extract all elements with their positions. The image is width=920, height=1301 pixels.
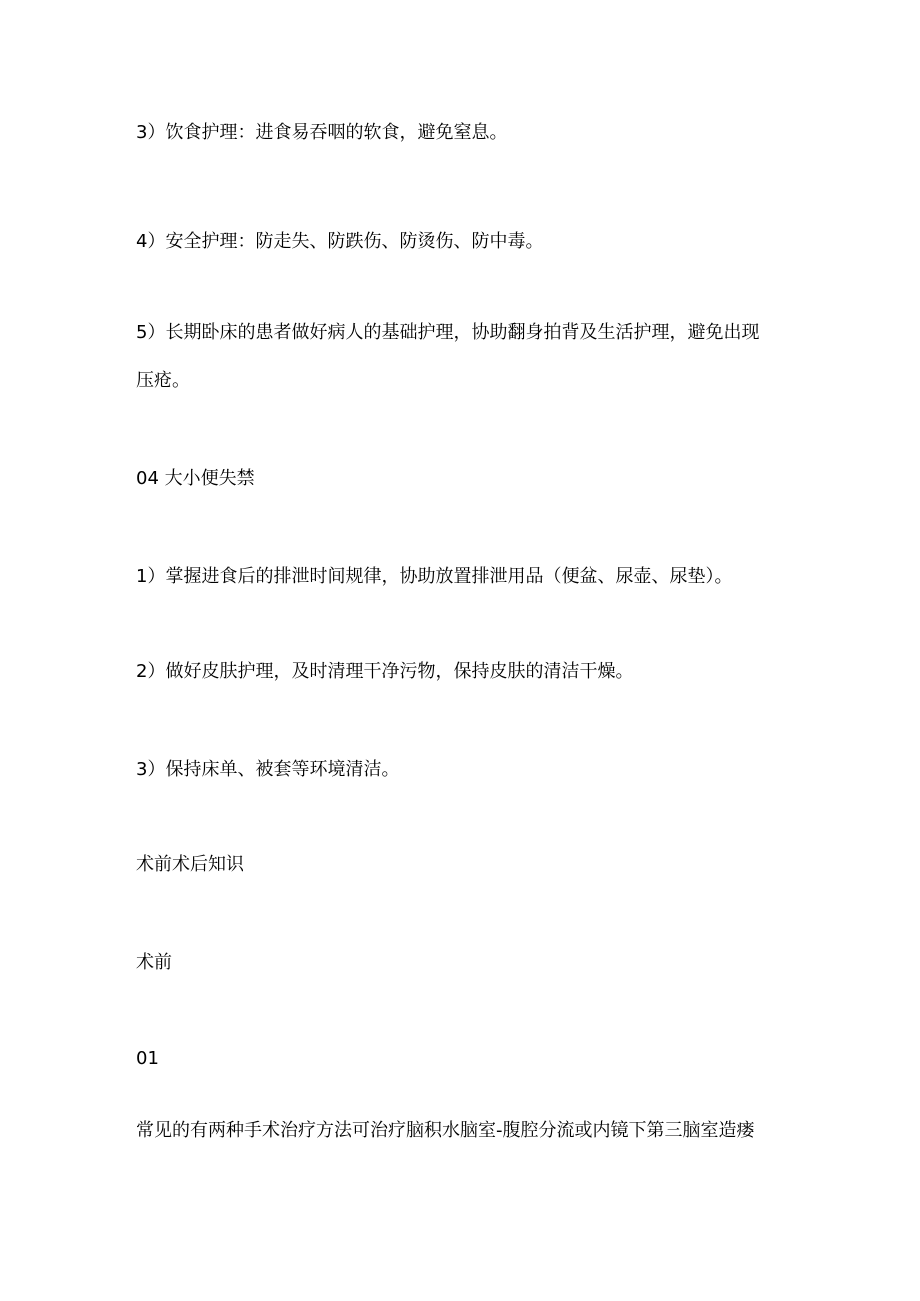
paragraph-excretion-schedule: 1）掌握进食后的排泄时间规律，协助放置排泄用品（便盆、尿壶、尿垫）。 xyxy=(136,566,733,587)
paragraph-bedridden-care: 5）长期卧床的患者做好病人的基础护理，协助翻身拍背及生活护理，避免出现 xyxy=(136,322,760,343)
paragraph-diet-care: 3）饮食护理：进食易吞咽的软食，避免窒息。 xyxy=(136,122,508,143)
paragraph-skin-care: 2）做好皮肤护理，及时清理干净污物，保持皮肤的清洁干燥。 xyxy=(136,661,634,682)
section-heading-surgery-knowledge: 术前术后知识 xyxy=(136,854,244,875)
paragraph-bedding-clean: 3）保持床单、被套等环境清洁。 xyxy=(136,759,400,780)
paragraph-bedridden-care-continued: 压疮。 xyxy=(136,370,190,391)
paragraph-safety-care: 4）安全护理：防走失、防跌伤、防烫伤、防中毒。 xyxy=(136,231,544,252)
section-heading-preoperative: 术前 xyxy=(136,952,172,973)
section-heading-incontinence: 04 大小便失禁 xyxy=(136,468,255,489)
paragraph-surgical-methods: 常见的有两种手术治疗方法可治疗脑积水脑室-腹腔分流或内镜下第三脑室造瘘 xyxy=(136,1120,755,1141)
section-number-01: 01 xyxy=(136,1048,159,1069)
